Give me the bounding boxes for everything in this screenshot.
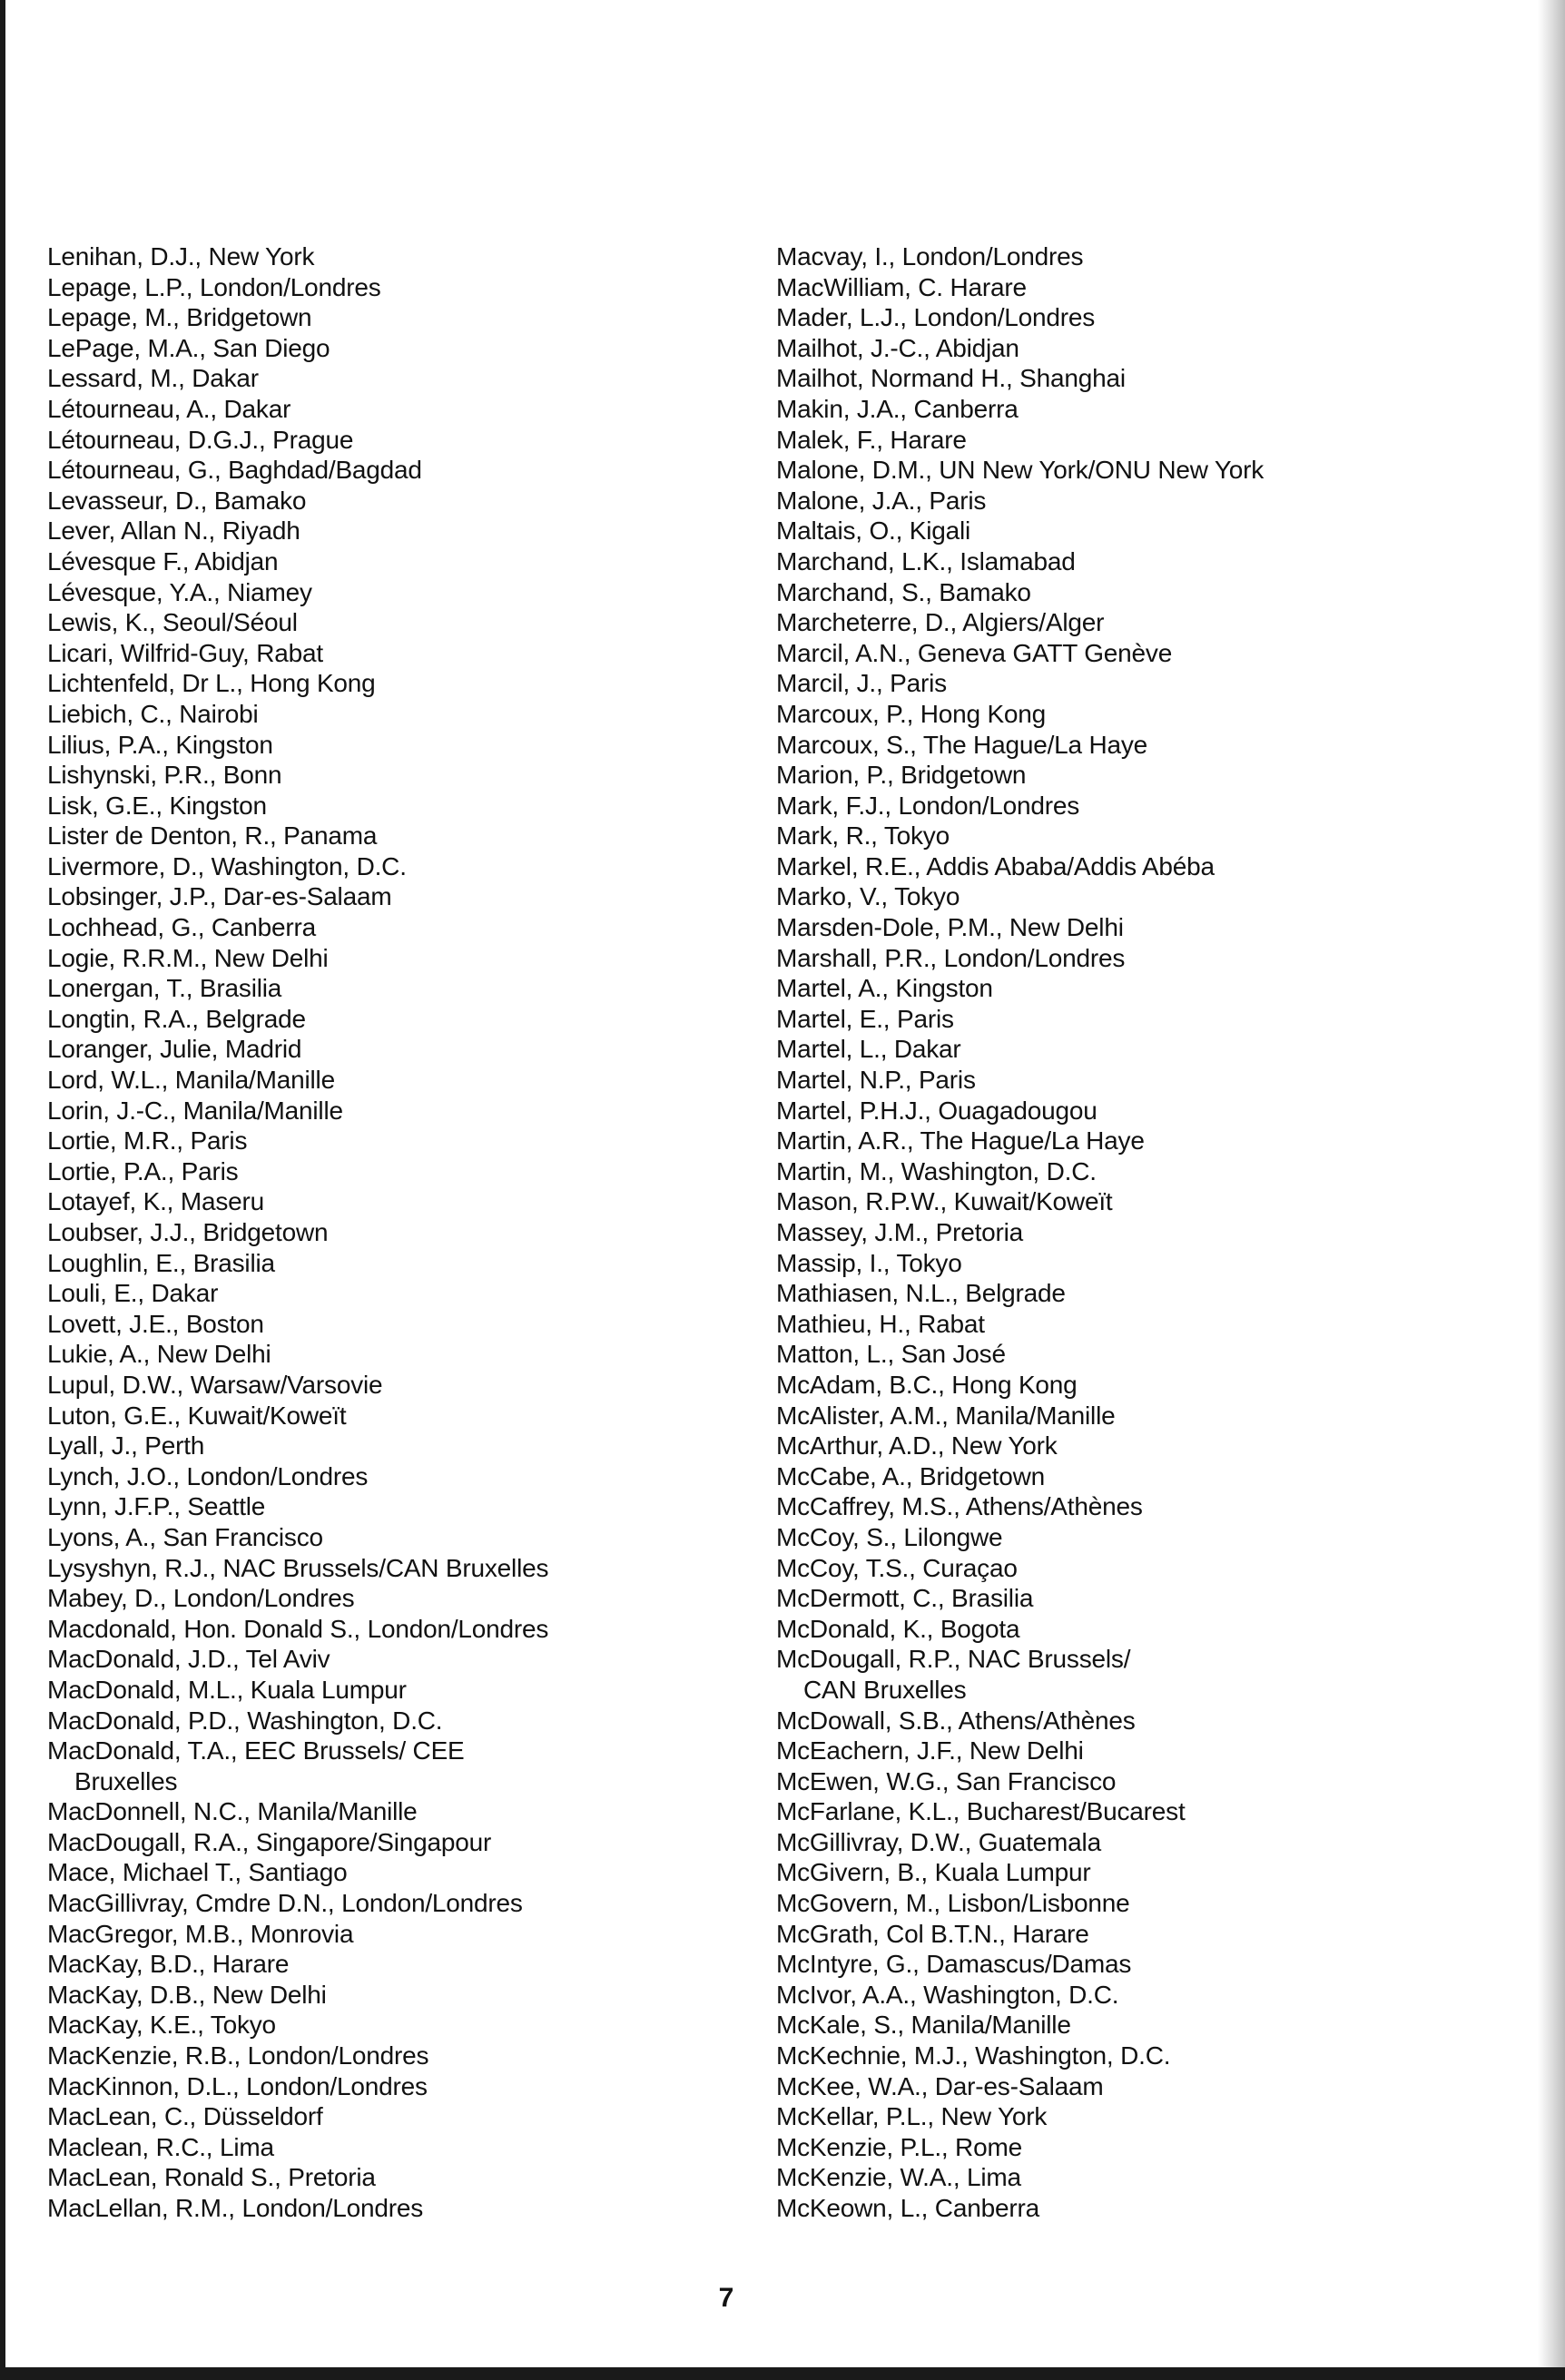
directory-entry: McGrath, Col B.T.N., Harare [776,1919,1089,1948]
directory-entry: Lister de Denton, R., Panama [47,821,378,851]
directory-entry: Lochhead, G., Canberra [47,913,317,942]
directory-entry: Létourneau, G., Baghdad/Bagdad [47,456,422,485]
directory-entry: Lynch, J.O., London/Londres [47,1461,369,1490]
directory-entry: CAN Bruxelles [803,1675,967,1704]
directory-entry: MacKay, K.E., Tokyo [47,2011,276,2040]
directory-entry: MacLellan, R.M., London/Londres [47,2194,424,2222]
directory-entry: McKellar, P.L., New York [776,2102,1048,2131]
directory-entry: Lisk, G.E., Kingston [47,791,267,820]
directory-column-right [776,241,1466,2224]
directory-entry: Lishynski, P.R., Bonn [47,761,282,790]
directory-entry: Lever, Allan N., Riyadh [47,516,300,546]
directory-entry: Loughlin, E., Brasilia [47,1248,275,1277]
directory-entry: Lorin, J.-C., Manila/Manille [47,1096,343,1125]
directory-entry: McDowall, S.B., Athens/Athènes [776,1706,1136,1735]
directory-entry: Martel, E., Paris [776,1004,954,1033]
directory-entry: Massey, J.M., Pretoria [776,1218,1024,1246]
directory-entry: MacDonnell, N.C., Manila/Manille [47,1797,418,1826]
directory-entry: Luton, G.E., Kuwait/Koweït [47,1401,347,1430]
directory-entry: McKeown, L., Canberra [776,2194,1039,2222]
directory-entry: Marsden-Dole, P.M., New Delhi [776,913,1124,942]
directory-entry: Lévesque, Y.A., Niamey [47,577,312,606]
directory-entry: Lilius, P.A., Kingston [47,730,273,759]
directory-entry: Massip, I., Tokyo [776,1248,962,1277]
directory-entry: Marcheterre, D., Algiers/Alger [776,608,1105,637]
directory-entry: Martin, M., Washington, D.C. [776,1156,1097,1185]
directory-entry: Lepage, M., Bridgetown [47,303,312,332]
directory-entry: Lukie, A., New Delhi [47,1340,271,1369]
directory-entry: LePage, M.A., San Diego [47,333,330,362]
directory-entry: MacLean, C., Düsseldorf [47,2102,323,2131]
directory-entry: Matton, L., San José [776,1340,1006,1369]
directory-entry: McIntyre, G., Damascus/Damas [776,1950,1132,1979]
directory-entry: McCoy, S., Lilongwe [776,1522,1003,1551]
directory-entry: Marcoux, P., Hong Kong [776,699,1047,728]
directory-entry: Martel, L., Dakar [776,1035,961,1064]
directory-entry: MacDonald, T.A., EEC Brussels/ CEE [47,1736,465,1765]
directory-entry: McKechnie, M.J., Washington, D.C. [776,2041,1171,2070]
directory-entry: Lepage, L.P., London/Londres [47,272,381,301]
directory-entry: McKale, S., Manila/Manille [776,2011,1071,2040]
directory-entry: MacKenzie, R.B., London/Londres [47,2041,429,2070]
directory-entry: Logie, R.R.M., New Delhi [47,943,329,972]
directory-entry: Mason, R.P.W., Kuwait/Koweït [776,1187,1113,1216]
directory-entry: Mader, L.J., London/Londres [776,303,1096,332]
directory-entry: Maclean, R.C., Lima [47,2132,274,2161]
directory-entry: Marchand, S., Bamako [776,577,1031,606]
directory-entry: Marcil, J., Paris [776,669,947,698]
directory-entry: Lotayef, K., Maseru [47,1187,264,1216]
directory-entry: Lonergan, T., Brasilia [47,974,282,1003]
directory-entry: Bruxelles [74,1766,178,1795]
directory-entry: Mailhot, Normand H., Shanghai [776,364,1126,393]
directory-entry: McDonald, K., Bogota [776,1614,1020,1643]
directory-entry: Loranger, Julie, Madrid [47,1035,302,1064]
directory-entry: McAlister, A.M., Manila/Manille [776,1401,1116,1430]
directory-entry: McDermott, C., Brasilia [776,1584,1034,1613]
directory-entry: Martel, A., Kingston [776,974,993,1003]
directory-entry: Lessard, M., Dakar [47,364,259,393]
directory-entry: McAdam, B.C., Hong Kong [776,1370,1078,1399]
directory-entry: MacKay, D.B., New Delhi [47,1980,327,2009]
directory-entry: Levasseur, D., Bamako [47,486,307,515]
directory-entry: Lortie, M.R., Paris [47,1126,248,1156]
directory-entry: Mathiasen, N.L., Belgrade [776,1279,1066,1308]
directory-entry: McFarlane, K.L., Bucharest/Bucarest [776,1797,1186,1826]
directory-entry: MacDonald, J.D., Tel Aviv [47,1645,330,1674]
directory-entry: MacGregor, M.B., Monrovia [47,1919,354,1948]
directory-entry: McGivern, B., Kuala Lumpur [776,1858,1091,1887]
directory-entry: Lenihan, D.J., New York [47,242,315,270]
directory-entry: Létourneau, D.G.J., Prague [47,425,354,454]
page-edge-right [1538,0,1565,2380]
directory-entry: Mailhot, J.-C., Abidjan [776,333,1019,362]
directory-entry: Lobsinger, J.P., Dar-es-Salaam [47,882,392,911]
directory-column-left [47,241,737,2224]
directory-entry: Marion, P., Bridgetown [776,761,1027,790]
directory-entry: Livermore, D., Washington, D.C. [47,851,407,880]
directory-entry: Lévesque F., Abidjan [47,546,279,575]
directory-entry: McKenzie, W.A., Lima [776,2163,1021,2192]
directory-entry: McGillivray, D.W., Guatemala [776,1827,1101,1856]
directory-entry: Loubser, J.J., Bridgetown [47,1218,329,1246]
directory-entry: Malone, J.A., Paris [776,486,987,515]
directory-entry: Marchand, L.K., Islamabad [776,546,1076,575]
page-edge-bottom [0,2367,1565,2380]
directory-entry: MacDonald, M.L., Kuala Lumpur [47,1675,407,1704]
directory-entry: Létourneau, A., Dakar [47,394,291,423]
directory-entry: Mathieu, H., Rabat [776,1309,985,1338]
directory-entry: Marcil, A.N., Geneva GATT Genève [776,638,1173,667]
directory-entry: Marko, V., Tokyo [776,882,960,911]
page-number: 7 [718,2283,734,2313]
page-edge-left [0,0,5,2380]
directory-entry: MacWilliam, C. Harare [776,272,1027,301]
directory-entry: McKee, W.A., Dar-es-Salaam [776,2071,1104,2100]
directory-entry: McIvor, A.A., Washington, D.C. [776,1980,1119,2009]
directory-entry: Macvay, I., London/Londres [776,242,1084,270]
directory-entry: MacDougall, R.A., Singapore/Singapour [47,1827,492,1856]
directory-entry: Martin, A.R., The Hague/La Haye [776,1126,1145,1156]
directory-entry: Maltais, O., Kigali [776,516,971,546]
directory-entry: Lyall, J., Perth [47,1431,205,1460]
directory-entry: Mark, F.J., London/Londres [776,791,1080,820]
directory-entry: McGovern, M., Lisbon/Lisbonne [776,1889,1130,1918]
directory-entry: Lynn, J.F.P., Seattle [47,1492,266,1521]
directory-entry: MacLean, Ronald S., Pretoria [47,2163,376,2192]
directory-entry: Lortie, P.A., Paris [47,1156,239,1185]
directory-entry: McEachern, J.F., New Delhi [776,1736,1084,1765]
directory-entry: Martel, N.P., Paris [776,1066,976,1095]
directory-entry: McDougall, R.P., NAC Brussels/ [776,1645,1131,1674]
directory-entry: Louli, E., Dakar [47,1279,219,1308]
directory-entry: McArthur, A.D., New York [776,1431,1058,1460]
directory-entry: MacKinnon, D.L., London/Londres [47,2071,428,2100]
directory-entry: Licari, Wilfrid-Guy, Rabat [47,638,323,667]
directory-entry: MacGillivray, Cmdre D.N., London/Londres [47,1889,523,1918]
directory-entry: Markel, R.E., Addis Ababa/Addis Abéba [776,851,1215,880]
directory-entry: Mace, Michael T., Santiago [47,1858,348,1887]
directory-entry: Lichtenfeld, Dr L., Hong Kong [47,669,376,698]
directory-entry: Macdonald, Hon. Donald S., London/Londres [47,1614,549,1643]
directory-entry: Longtin, R.A., Belgrade [47,1004,306,1033]
directory-entry: McCaffrey, M.S., Athens/Athènes [776,1492,1143,1521]
directory-entry: Marshall, P.R., London/Londres [776,943,1126,972]
directory-entry: McEwen, W.G., San Francisco [776,1766,1117,1795]
directory-entry: Lord, W.L., Manila/Manille [47,1066,335,1095]
directory-entry: Lyons, A., San Francisco [47,1522,323,1551]
directory-entry: MacKay, B.D., Harare [47,1950,290,1979]
directory-entry: McCoy, T.S., Curaçao [776,1553,1018,1582]
directory-entry: McCabe, A., Bridgetown [776,1461,1045,1490]
directory-entry: MacDonald, P.D., Washington, D.C. [47,1706,443,1735]
directory-entry: Mabey, D., London/Londres [47,1584,355,1613]
directory-entry: Lupul, D.W., Warsaw/Varsovie [47,1370,383,1399]
directory-entry: McKenzie, P.L., Rome [776,2132,1022,2161]
directory-entry: Mark, R., Tokyo [776,821,950,851]
directory-entry: Malek, F., Harare [776,425,967,454]
directory-entry: Lysyshyn, R.J., NAC Brussels/CAN Bruxelles [47,1553,549,1582]
directory-entry: Liebich, C., Nairobi [47,699,259,728]
directory-entry: Makin, J.A., Canberra [776,394,1019,423]
directory-entry: Marcoux, S., The Hague/La Haye [776,730,1148,759]
directory-entry: Lovett, J.E., Boston [47,1309,264,1338]
directory-entry: Lewis, K., Seoul/Séoul [47,608,298,637]
directory-entry: Martel, P.H.J., Ouagadougou [776,1096,1097,1125]
directory-entry: Malone, D.M., UN New York/ONU New York [776,456,1265,485]
